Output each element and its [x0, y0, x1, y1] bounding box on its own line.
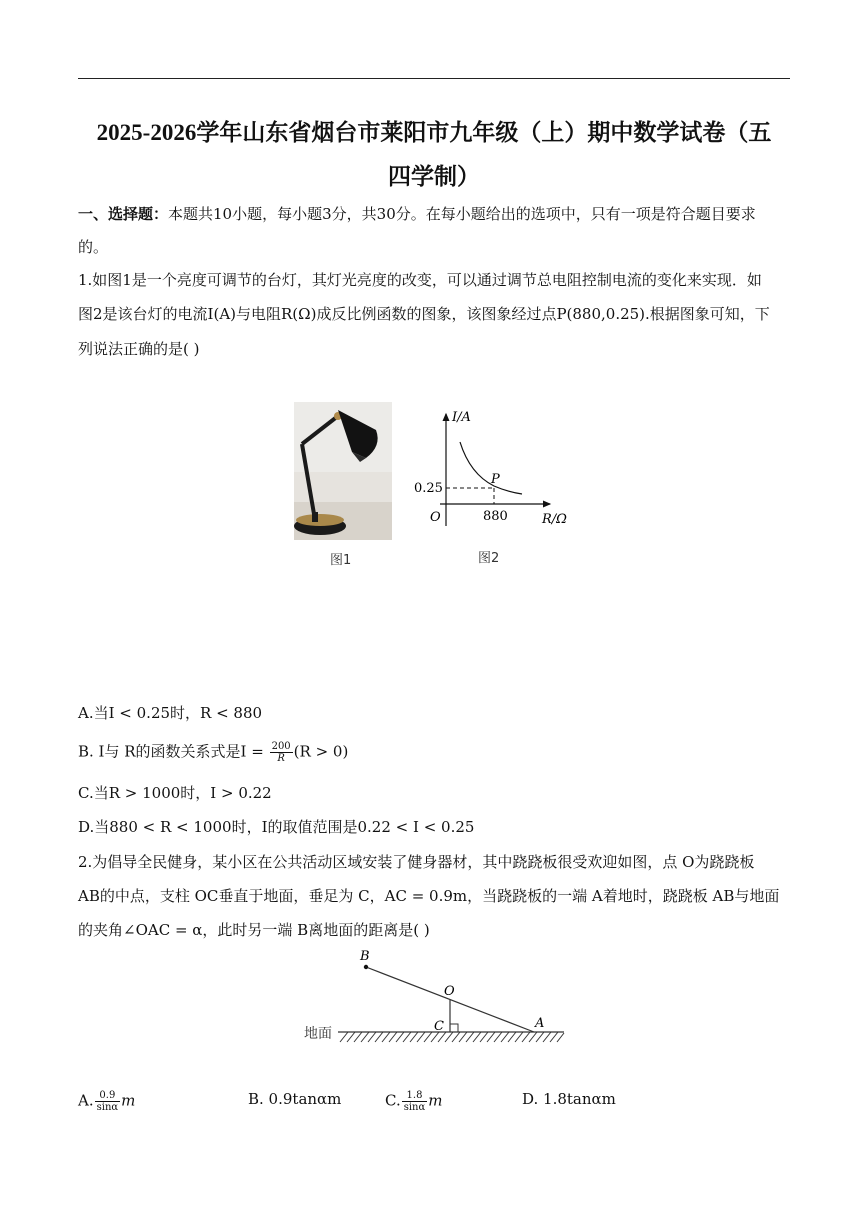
header-rule: [78, 78, 790, 79]
fig1-caption: 图1: [330, 553, 352, 568]
label-a: A: [535, 1016, 545, 1031]
y-axis-label: I/A: [452, 410, 471, 425]
seesaw-diagram: [298, 944, 570, 1048]
q1-text-line3: 列说法正确的是( ): [78, 340, 200, 358]
point-b: [364, 965, 368, 969]
q2-option-c: [385, 1090, 442, 1113]
q2-option-a-den: sinα: [96, 1102, 119, 1113]
q2-text-line3: 的夹角∠OAC = α，此时另一端 B离地面的距离是( ): [78, 921, 430, 939]
q2-text-line1: 2.为倡导全民健身，某小区在公共活动区域安装了健身器材，其中跷跷板很受欢迎如图，点 O为跷跷板: [78, 853, 755, 871]
section-heading-cont: 的。: [78, 238, 109, 256]
q2-option-a: [78, 1090, 135, 1113]
label-c: C: [434, 1019, 444, 1034]
exam-title-line2: 四学制）: [388, 164, 480, 189]
exam-title-line1: 2025-2026学年山东省烟台市莱阳市九年级（上）期中数学试卷（五: [96, 120, 772, 145]
q2-option-a-suffix: m: [121, 1091, 136, 1110]
q1-option-b-num: 200: [271, 741, 291, 752]
q2-option-c-prefix: C.: [385, 1091, 401, 1110]
q2-option-c-fraction: [402, 1090, 428, 1113]
q2-option-d: D. 1.8tanαm: [522, 1090, 616, 1108]
q2-option-a-num: 0.9: [95, 1090, 121, 1102]
lamp-figure: [294, 402, 392, 540]
section-heading: [78, 204, 790, 224]
q1-text-line1: 1.如图1是一个亮度可调节的台灯，其灯光亮度的改变，可以通过调节总电阻控制电流的变化来实现．如: [78, 271, 762, 289]
q1-option-d: D.当880 < R < 1000时，I的取值范围是0.22 < I < 0.25: [78, 818, 475, 836]
y-tick-label: 0.25: [414, 481, 443, 496]
origin-label: O: [430, 510, 441, 525]
x-axis-label: R/Ω: [542, 512, 567, 527]
q1-option-b-den: R: [277, 753, 285, 764]
q2-text-line2: AB的中点，支柱 OC垂直于地面，垂足为 C，AC = 0.9m，当跷跷板的一端 A着地时，跷跷板 AB与地面: [78, 887, 780, 905]
label-o: O: [444, 984, 455, 999]
label-b: B: [360, 949, 370, 964]
q1-option-a: A.当I < 0.25时，R < 880: [78, 704, 263, 722]
q1-option-b-fraction: [270, 741, 293, 764]
q2-option-c-den: sinα: [403, 1102, 426, 1113]
section-text: 本题共10小题，每小题3分，共30分。在每小题给出的选项中，只有一项是符合题目要求: [168, 205, 756, 223]
q1-option-b-prefix: B. I与 R的函数关系式是I =: [78, 742, 269, 761]
q1-option-b-suffix: (R > 0): [293, 742, 349, 761]
q2-option-a-prefix: A.: [78, 1091, 94, 1110]
point-p-label: P: [491, 472, 500, 487]
q2-option-c-num: 1.8: [402, 1090, 428, 1102]
ground-hatching: [340, 1032, 564, 1042]
q1-option-b: [78, 741, 790, 764]
q2-option-b: B. 0.9tanαm: [248, 1090, 342, 1108]
inverse-graph-figure: [410, 402, 580, 534]
q2-option-a-fraction: [95, 1090, 121, 1113]
x-tick-label: 880: [483, 509, 508, 524]
q1-option-c: C.当R > 1000时，I > 0.22: [78, 784, 272, 802]
section-prefix: 一、选择题：: [78, 205, 169, 223]
fig2-caption: 图2: [478, 551, 500, 566]
q2-option-c-suffix: m: [428, 1091, 443, 1110]
q1-text-line2: 图2是该台灯的电流I(A)与电阻R(Ω)成反比例函数的图象，该图象经过点P(880,0.25).根据图象可知，下: [78, 305, 770, 323]
right-angle-mark: [450, 1024, 458, 1032]
ground-label: 地面: [304, 1026, 332, 1042]
